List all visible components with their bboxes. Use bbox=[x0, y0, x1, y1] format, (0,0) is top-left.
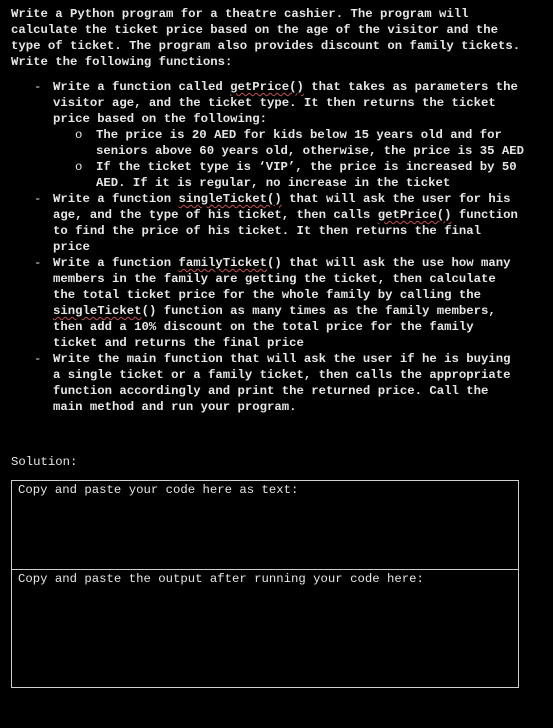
item-text: function to find the price of his ticket. It then returns the final price bbox=[53, 208, 518, 254]
list-item bbox=[34, 255, 524, 351]
list-dash: - bbox=[34, 256, 42, 270]
item-text: that will ask the user for his age, and the type of his ticket, then calls bbox=[53, 192, 511, 222]
item-text: () that will ask the use how many members in the family are getting the ticket, then calculate the total ticket price for the whole family by calling the bbox=[53, 256, 511, 302]
sub-item-text: The price is 20 AED for kids below 15 years old and for seniors above 60 years old, otherwise, the price is 35 AED bbox=[96, 128, 525, 158]
bullet-icon: o bbox=[75, 160, 83, 174]
item-text: that takes as parameters the visitor age, and the ticket type. It then returns the ticket price based on the following: bbox=[53, 80, 518, 126]
function-name: familyTicket bbox=[178, 256, 268, 270]
sub-list-item bbox=[53, 127, 524, 159]
function-name: singleTicket bbox=[53, 304, 142, 318]
output-answer-box[interactable] bbox=[11, 569, 519, 688]
assignment-intro: Write a Python program for a theatre cashier. The program will calculate the ticket price based on the age of the visitor and the type of ticket. The program also provides discount on family tickets. Write the following functions: bbox=[11, 7, 521, 69]
sub-list bbox=[53, 127, 524, 191]
item-text: Write a function called bbox=[53, 80, 231, 94]
item-text: Write a function bbox=[53, 192, 179, 206]
function-name: singleTicket() bbox=[178, 192, 282, 206]
code-answer-box[interactable] bbox=[11, 480, 519, 570]
bullet-icon: o bbox=[75, 128, 83, 142]
item-text: Write the main function that will ask the user if he is buying a single ticket or a family ticket, then calls the appropriate function accordingly and print the returned price. Call the main method and run your program. bbox=[53, 352, 511, 414]
item-text: () function as many times as the family members, then add a 10% discount on the total price for the family ticket and returns the final price bbox=[53, 304, 496, 350]
list-item bbox=[34, 191, 524, 255]
sub-list-item bbox=[53, 159, 524, 191]
requirements-list bbox=[34, 79, 524, 415]
output-box-label: Copy and paste the output after running your code here: bbox=[18, 572, 424, 586]
list-item bbox=[34, 79, 524, 191]
code-box-label: Copy and paste your code here as text: bbox=[18, 483, 299, 497]
function-name: getPrice() bbox=[377, 208, 452, 222]
list-dash: - bbox=[34, 352, 42, 366]
list-dash: - bbox=[34, 192, 42, 206]
item-text: Write a function bbox=[53, 256, 179, 270]
solution-label: Solution: bbox=[11, 455, 78, 469]
list-item bbox=[34, 351, 524, 415]
function-name: getPrice() bbox=[230, 80, 304, 94]
list-dash: - bbox=[34, 80, 42, 94]
sub-item-text: If the ticket type is ‘VIP’, the price is increased by 50 AED. If it is regular, no increase in the ticket bbox=[96, 160, 517, 190]
